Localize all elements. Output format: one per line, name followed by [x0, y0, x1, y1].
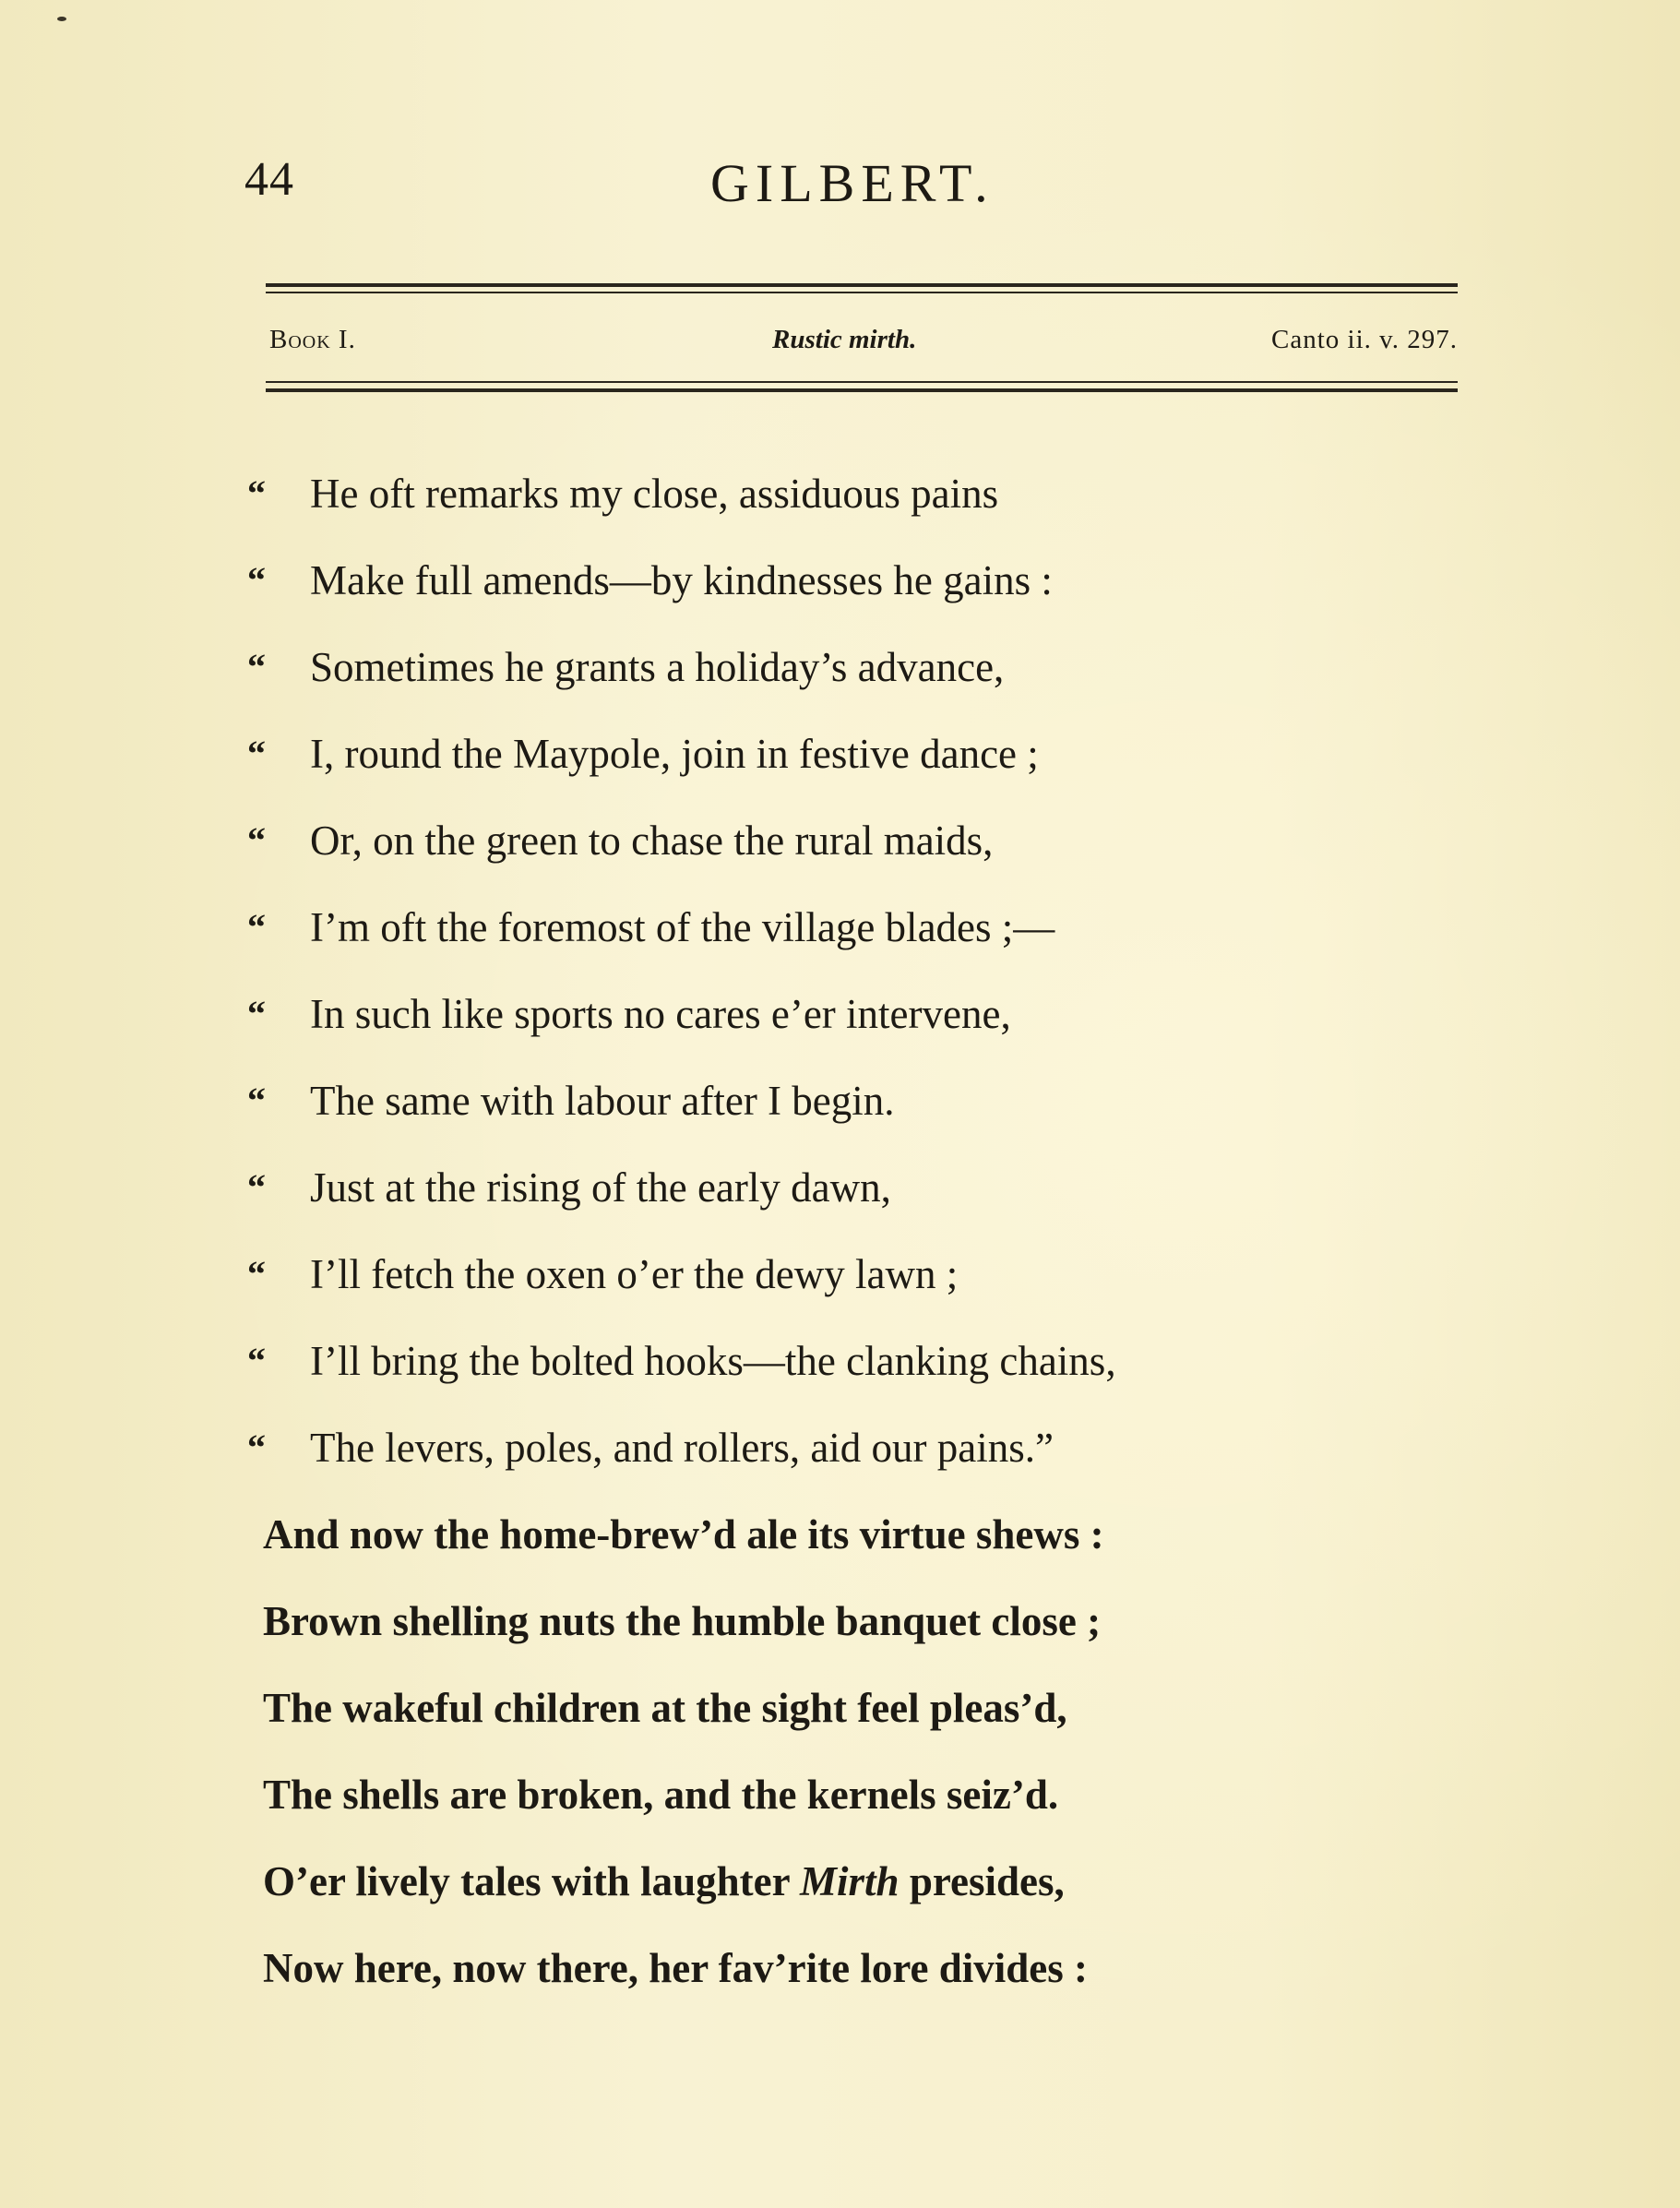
verse-text: I’ll bring the bolted hooks—the clanking chains,: [310, 1338, 1116, 1384]
verse-text-after: presides,: [899, 1858, 1065, 1904]
verse-text: In such like sports no cares e’er intervene,: [310, 991, 1011, 1037]
verse-text: The shells are broken, and the kernels seiz’d.: [263, 1772, 1059, 1818]
ink-speck: [57, 17, 66, 21]
argument-canto: Canto ii. v. 297.: [1270, 325, 1458, 354]
opening-quote: “: [247, 1426, 266, 1468]
verse-text: He oft remarks my close, assiduous pains: [310, 471, 999, 517]
head-rule-bottom: [266, 388, 1458, 392]
verse-text: I’m oft the foremost of the village blades ;—: [310, 904, 1055, 950]
verse-text: Brown shelling nuts the humble banquet close ;: [263, 1598, 1102, 1644]
verse-line: [247, 808, 1447, 895]
verse-line: [247, 1676, 1447, 1762]
verse-text: I, round the Maypole, join in festive dance ;: [310, 731, 1039, 777]
head-rule-top-inner: [266, 292, 1458, 293]
opening-quote: “: [247, 1080, 266, 1121]
verse-text: Now here, now there, her fav’rite lore divides :: [263, 1945, 1089, 1991]
running-title: GILBERT.: [710, 153, 995, 213]
opening-quote: “: [247, 1166, 266, 1208]
verse-line: [247, 548, 1447, 635]
verse-text: I’ll fetch the oxen o’er the dewy lawn ;: [310, 1251, 959, 1297]
verse-line: [247, 1589, 1447, 1676]
poem-verses: [247, 461, 1447, 2023]
verse-text: The same with labour after I begin.: [310, 1078, 895, 1124]
verse-line: [247, 1849, 1447, 1936]
opening-quote: “: [247, 906, 266, 948]
verse-text: The levers, poles, and rollers, aid our pains.”: [310, 1425, 1054, 1471]
verse-line: [247, 1762, 1447, 1849]
opening-quote: “: [247, 993, 266, 1034]
opening-quote: “: [247, 1340, 266, 1381]
verse-line: [247, 461, 1447, 548]
argument-book: Book I.: [269, 325, 356, 354]
verse-line: [247, 1155, 1447, 1242]
opening-quote: “: [247, 472, 266, 514]
verse-emphasis: Mirth: [800, 1858, 900, 1904]
canto-argument: [269, 325, 1458, 362]
head-rule-bottom-inner: [266, 381, 1458, 383]
head-rule-top: [266, 283, 1458, 287]
verse-line: [247, 1068, 1447, 1155]
verse-text: Or, on the green to chase the rural maids,: [310, 818, 994, 864]
page-number: 44: [244, 153, 294, 206]
verse-line: [247, 722, 1447, 808]
verse-text: Sometimes he grants a holiday’s advance,: [310, 644, 1005, 690]
verse-line: [247, 635, 1447, 722]
verse-line: [247, 895, 1447, 982]
verse-text: Just at the rising of the early dawn,: [310, 1164, 891, 1211]
verse-line: [247, 1936, 1447, 2023]
opening-quote: “: [247, 559, 266, 601]
opening-quote: “: [247, 1253, 266, 1295]
opening-quote: “: [247, 733, 266, 774]
running-head: [244, 152, 1029, 217]
verse-line: [247, 1415, 1447, 1502]
opening-quote: “: [247, 646, 266, 687]
verse-line: [247, 1242, 1447, 1329]
verse-text: [263, 1849, 1065, 1914]
verse-text: And now the home-brew’d ale its virtue shews :: [263, 1511, 1104, 1558]
verse-line: [247, 982, 1447, 1068]
verse-text: Make full amends—by kindnesses he gains :: [310, 557, 1053, 603]
verse-line: [247, 1329, 1447, 1415]
verse-text-before: O’er lively tales with laughter: [263, 1858, 801, 1904]
opening-quote: “: [247, 819, 266, 861]
verse-text: The wakeful children at the sight feel pleas’d,: [263, 1685, 1067, 1731]
argument-subject: Rustic mirth.: [772, 325, 917, 354]
verse-line: [247, 1502, 1447, 1589]
